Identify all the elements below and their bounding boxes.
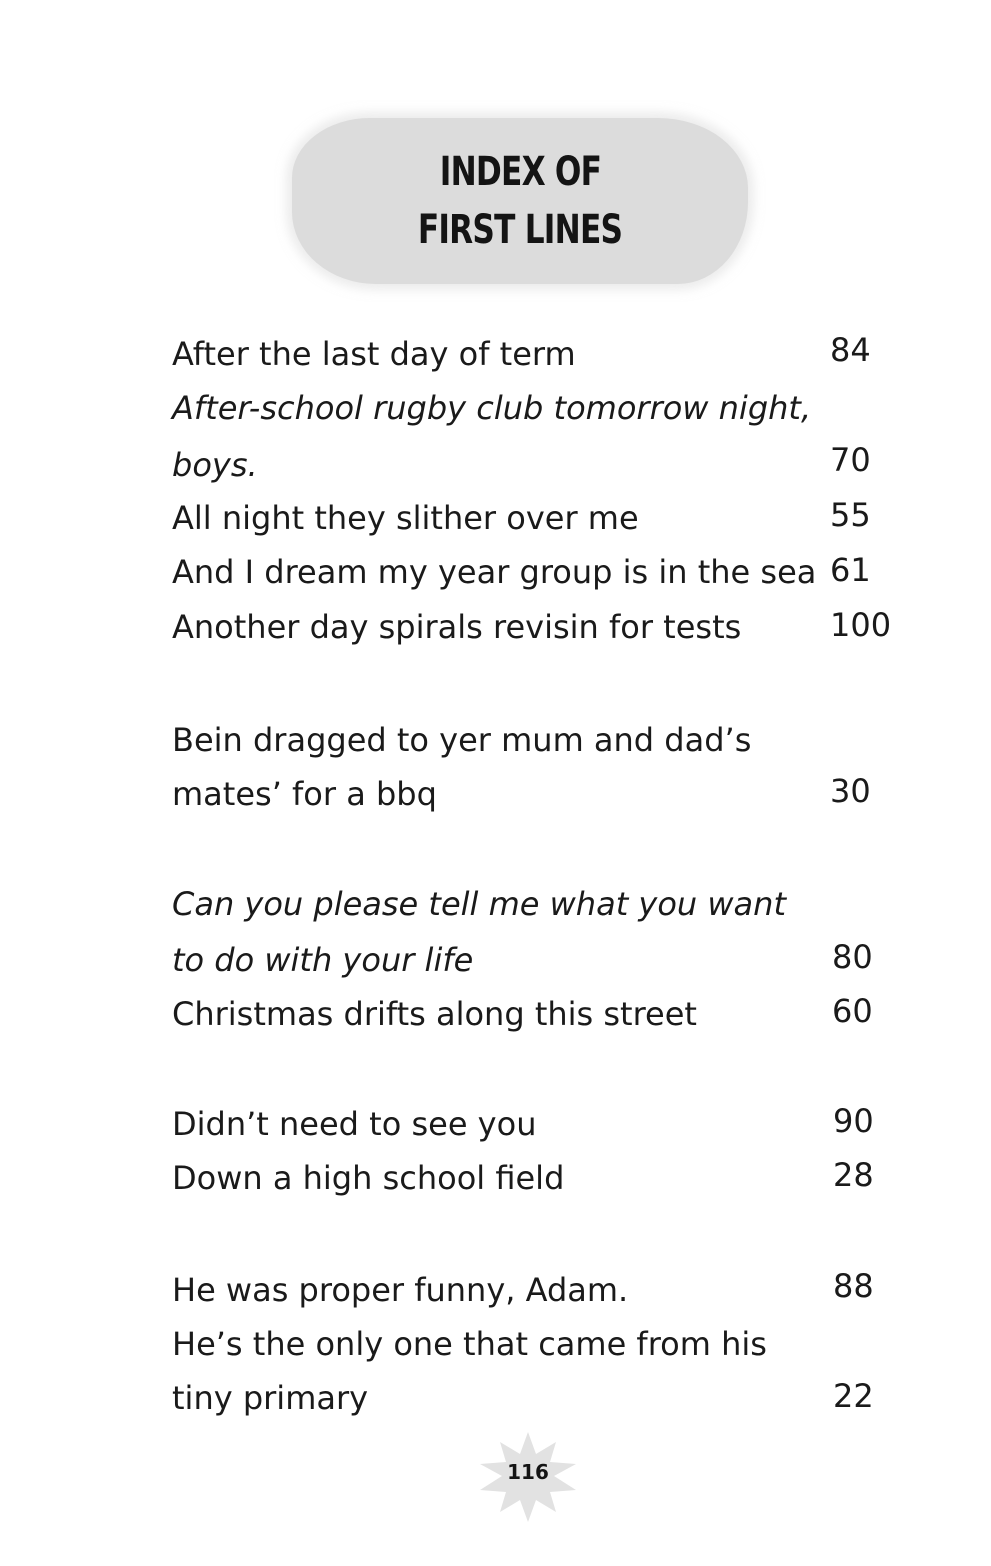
page-number: 22 bbox=[833, 1377, 874, 1415]
first-line-text: Christmas drifts along this street bbox=[172, 995, 697, 1033]
first-line-text: He’s the only one that came from his bbox=[172, 1325, 767, 1363]
first-line-text-continued: boys. bbox=[172, 446, 258, 484]
page-number: 55 bbox=[830, 496, 871, 534]
page-number: 90 bbox=[833, 1102, 874, 1140]
first-line-text-continued: mates’ for a bbq bbox=[172, 775, 437, 813]
first-line-text: He was proper funny, Adam. bbox=[172, 1271, 629, 1309]
first-line-text: Didn’t need to see you bbox=[172, 1105, 537, 1143]
first-line-text: Can you please tell me what you want bbox=[172, 885, 786, 923]
first-line-text-continued: to do with your life bbox=[172, 941, 474, 979]
page-number: 88 bbox=[833, 1267, 874, 1305]
page-number: 80 bbox=[832, 938, 873, 976]
first-line-text: All night they slither over me bbox=[172, 499, 639, 537]
page-number: 84 bbox=[830, 331, 871, 369]
first-line-text: After-school rugby club tomorrow night, bbox=[172, 389, 812, 427]
first-line-text-continued: tiny primary bbox=[172, 1379, 369, 1417]
page-number: 70 bbox=[830, 441, 871, 479]
first-line-text: After the last day of term bbox=[172, 335, 576, 373]
page-folio: 116 bbox=[507, 1460, 549, 1484]
heading-line-1: INDEX OF bbox=[439, 149, 601, 195]
first-line-text: And I dream my year group is in the sea bbox=[172, 553, 817, 591]
page-number: 28 bbox=[833, 1156, 874, 1194]
first-line-text: Bein dragged to yer mum and dad’s bbox=[172, 721, 752, 759]
page-number: 61 bbox=[830, 551, 871, 589]
page-number: 100 bbox=[830, 606, 892, 644]
page-number: 60 bbox=[832, 992, 873, 1030]
first-line-text: Down a high school field bbox=[172, 1159, 565, 1197]
heading-line-2: FIRST LINES bbox=[417, 207, 623, 253]
page-number: 30 bbox=[830, 772, 871, 810]
first-line-text: Another day spirals revisin for tests bbox=[172, 608, 742, 646]
